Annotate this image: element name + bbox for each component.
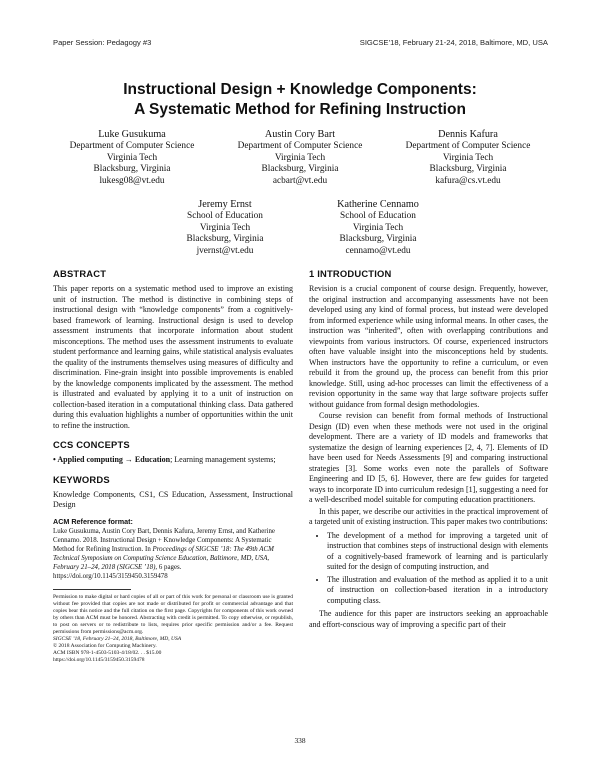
author-block	[215, 128, 385, 187]
permission-doi-link[interactable]: https://doi.org/10.1145/3159450.3159478	[53, 657, 145, 664]
keywords-heading: KEYWORDS	[53, 473, 110, 485]
author-inst: Virginia Tech	[352, 222, 404, 233]
conference-line: SIGCSE ’18, February 21–24, 2018, Baltimore, MD, USA	[53, 636, 182, 643]
author-dept: School of Education	[187, 211, 263, 221]
author-block	[47, 128, 217, 187]
intro-paragraph-4: The audience for this paper are instructors seeking an approachable and effort-conscious way of improving a specific part of their	[309, 609, 548, 629]
author-name: Austin Cory Bart	[264, 129, 336, 140]
page-number: 338	[294, 736, 306, 745]
author-block	[140, 198, 310, 257]
acm-reference-heading: ACM Reference format:	[53, 516, 133, 526]
list-item: • The illustration and evaluation of the method as applied it to a unit of instruction on collection-based iteration in a introductory computing class.	[327, 575, 548, 607]
author-dept: Department of Computer Science	[405, 141, 531, 151]
author-inst: Virginia Tech	[442, 152, 494, 163]
acm-ref-doi-link[interactable]: https://doi.org/10.1145/3159450.3159478	[53, 572, 168, 580]
acm-reference-text	[53, 527, 293, 581]
abstract-heading: ABSTRACT	[53, 268, 107, 279]
contribution-list	[309, 531, 548, 607]
author-inst: Virginia Tech	[199, 222, 251, 233]
author-dept: Department of Computer Science	[69, 141, 195, 151]
author-inst: Virginia Tech	[274, 152, 326, 163]
author-email[interactable]: lukesg08@vt.edu	[99, 175, 165, 186]
author-name: Dennis Kafura	[438, 129, 498, 140]
author-block	[293, 198, 463, 257]
running-header-right: SIGCSE’18, February 21-24, 2018, Baltimore, MD, USA	[359, 38, 548, 47]
keywords-text: Knowledge Components, CS1, CS Education, Assessment, Instructional Design	[53, 489, 293, 509]
introduction-heading: 1 INTRODUCTION	[309, 268, 392, 279]
author-email[interactable]: kafura@cs.vt.edu	[435, 175, 501, 186]
author-name: Katherine Cennamo	[337, 199, 419, 210]
acm-ref-proceedings: Proceedings of SIGCSE ’18: The 49th ACM Technical Symposium on Computing Science Education, Baltimore, MD, USA, February 21–24, 2018 (SIGCSE ’18),	[53, 545, 274, 571]
running-header-left: Paper Session: Pedagogy #3	[53, 38, 152, 47]
abstract-text: This paper reports on a systematic method used to improve an existing unit of instruction. The method is distinctive in combining steps of instructional design with “knowledge components” from a cognitively-based framework of learning. Instructional design is used to develop assessment instruments that incorporate information about student misconceptions. The method uses the assessment instruments to evaluate student performance and learning gains, while statistical analysis evaluates the quality of the instruments themselves using measures of difficulty and discrimination. Fine-grain insight into possible improvements is enabled by the knowledge components implicated by the assessment. The method is illustrated and evaluated by applying it to a unit of instruction on collection-based iteration in a computational thinking class. Data gathered during this evaluation highlights a number of opportunities within the unit to refine the instruction.	[53, 284, 293, 430]
right-column	[309, 268, 548, 630]
isbn-line: ACM ISBN 978-1-4503-5103-4/18/02. . . $15.00	[53, 650, 162, 657]
author-dept: School of Education	[340, 211, 416, 221]
author-name: Jeremy Ernst	[198, 199, 252, 210]
author-location: Blacksburg, Virginia	[93, 164, 171, 175]
author-email[interactable]: jvernst@vt.edu	[196, 245, 254, 256]
intro-paragraph-2: Course revision can benefit from formal methods of Instructional Design (ID) even when these methods were not used in the original development. There are a variety of ID models and frameworks that systematize the design of learning experiences [2, 4, 7]. Elements of ID have been used for Needs Assessments [9] and comparing instructional strategies [3]. Some works even note the parallels of Software Engineering and ID [5, 6]. However, there are few guides for targeted ways to incorporate ID into curriculum redesign [1], suggesting a need for a well-described model suitable for computing education practitioners.	[309, 411, 548, 504]
author-location: Blacksburg, Virginia	[261, 164, 339, 175]
author-email[interactable]: cennamo@vt.edu	[345, 245, 411, 256]
paper-title	[0, 80, 600, 120]
permission-notice: Permission to make digital or hard copies of all or part of this work for personal or classroom use is granted without fee provided that copies are not made or distributed for profit or commercial advantage and that copies bear this notice and the full citation on the first page. Copyrights for components of this work owned by others than ACM must be honored. Abstracting with credit is permitted. To copy otherwise, or republish, to post on servers or to redistribute to lists, requires prior specific permission and/or a fee. Request permissions from permissions@acm.org.	[53, 593, 293, 635]
intro-paragraph-3: In this paper, we describe our activities in the practical improvement of a targeted unit of existing instruction. This paper makes two contributions:	[309, 506, 548, 526]
acm-ref-pages: 6 pages.	[157, 563, 182, 571]
ccs-concept-bold: • Applied computing → Education	[53, 455, 171, 464]
ccs-text	[53, 455, 293, 466]
author-location: Blacksburg, Virginia	[429, 164, 507, 175]
author-dept: Department of Computer Science	[237, 141, 363, 151]
author-inst: Virginia Tech	[106, 152, 158, 163]
author-block	[383, 128, 553, 187]
title-line-1: Instructional Design + Knowledge Components:	[123, 81, 477, 98]
intro-paragraph-1: Revision is a crucial component of course design. Frequently, however, the original instruction and accompanying assessments have not been developed using any kind of formal process, but instead were developed from informed experience while using informal means. In other cases, the instruction was “inherited”, often with overlapping contributions and viewpoints from various instructors. Of course, experienced instructors often have valuable insight into the misconceptions held by students. When instructors have the opportunity to refine a curriculum, or even rebuild it from the ground up, the process can benefit from this prior knowledge. Still, using ad-hoc processes can limit the effectiveness of a revision opportunity in the same way that large software projects suffer without guidance from formal design methodologies.	[309, 284, 548, 409]
list-item: • The development of a method for improving a targeted unit of instruction that combines steps of instructional design with elements of a cognitively-based framework of learning and is particularly suited for the design of computing instruction, and	[327, 531, 548, 573]
author-email[interactable]: acbart@vt.edu	[272, 175, 328, 186]
ccs-concept-rest: ; Learning management systems;	[170, 455, 276, 464]
author-location: Blacksburg, Virginia	[339, 234, 417, 245]
left-column	[53, 268, 293, 664]
copyright-line: © 2018 Association for Computing Machinery.	[53, 643, 157, 650]
ccs-heading: CCS CONCEPTS	[53, 439, 130, 450]
author-location: Blacksburg, Virginia	[186, 234, 264, 245]
title-line-2: A Systematic Method for Refining Instruction	[134, 101, 466, 118]
footnote-divider	[53, 589, 131, 590]
acm-ref-authors: Luke Gusukuma, Austin Cory Bart, Dennis Kafura, Jeremy Ernst, and Katherine Cennamo. 2018. Instructional Design + Knowledge Components: A Systematic Method for Refining Instruction. In	[53, 527, 275, 553]
author-name: Luke Gusukuma	[98, 129, 166, 140]
